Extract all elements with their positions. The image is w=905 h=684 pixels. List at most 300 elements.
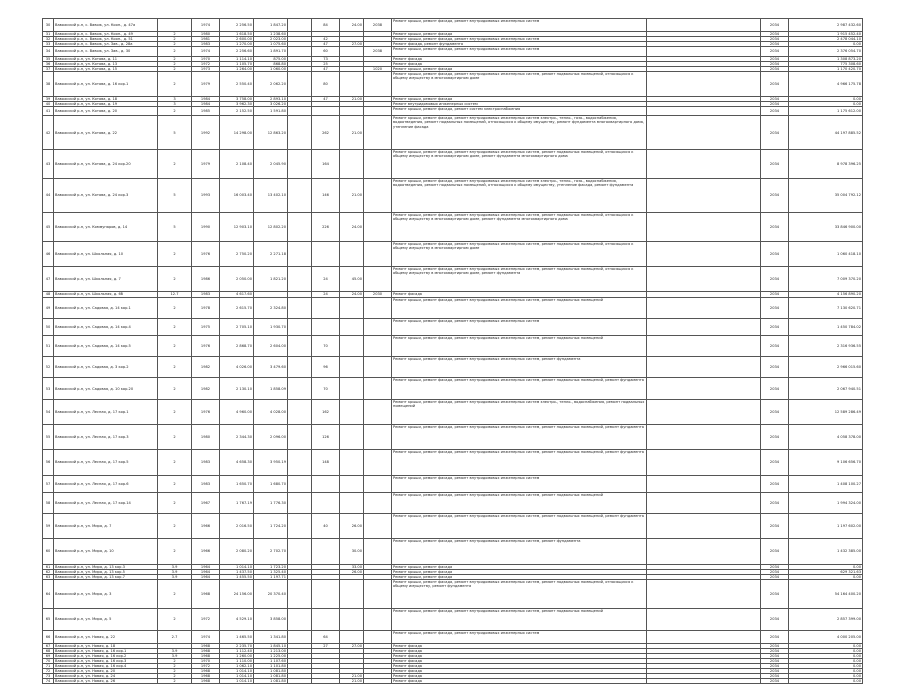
table-row bbox=[43, 357, 863, 378]
cost-cell: 0.00 bbox=[789, 42, 863, 47]
year-limit-cell bbox=[364, 425, 392, 450]
floors-cell: 2 bbox=[158, 107, 192, 116]
living-area-cell: 2 062.20 bbox=[254, 71, 288, 96]
total-area-cell: 4 617.60 bbox=[220, 292, 254, 297]
residents-cell: 162 bbox=[312, 399, 340, 424]
living-area-cell: 2 604.00 bbox=[254, 335, 288, 356]
plan-year-cell: 2034 bbox=[761, 318, 789, 335]
floors-cell: 2 bbox=[158, 669, 192, 674]
plan-year-cell: 2034 bbox=[761, 399, 789, 424]
blank-cell bbox=[647, 539, 761, 564]
floors-cell: 5 bbox=[158, 179, 192, 212]
value-cell bbox=[340, 630, 364, 643]
work-description-cell: Ремонт крыши, ремонт фасада bbox=[392, 97, 647, 102]
work-description-cell: Ремонт крыши, ремонт фасада bbox=[392, 32, 647, 37]
flats-cell bbox=[288, 107, 312, 116]
value-cell bbox=[340, 318, 364, 335]
work-description-cell: Ремонт крыши, ремонт фасада bbox=[392, 564, 647, 569]
floors-cell: 2 bbox=[158, 357, 192, 378]
year-limit-cell bbox=[364, 149, 392, 178]
total-area-cell: 4 026.00 bbox=[220, 357, 254, 378]
floors-cell: 2 bbox=[158, 56, 192, 61]
flats-cell bbox=[288, 179, 312, 212]
residents-cell: 148 bbox=[312, 450, 340, 475]
year-limit-cell bbox=[364, 212, 392, 241]
work-description-cell: Ремонт крыши, ремонт фасада bbox=[392, 574, 647, 579]
floors-cell: 2 bbox=[158, 149, 192, 178]
table-row bbox=[43, 19, 863, 32]
work-description-cell: Ремонт крыши, ремонт фасада, ремонт внутридомовых инженерных систем, ремонт подвальных помещений, ремонт фундамента bbox=[392, 378, 647, 399]
total-area-cell: 2 705.10 bbox=[220, 318, 254, 335]
cost-cell: 1 175 612.00 bbox=[789, 107, 863, 116]
plan-year-cell: 2034 bbox=[761, 630, 789, 643]
table-row bbox=[43, 679, 863, 684]
table-row bbox=[43, 267, 863, 292]
year-limit-cell bbox=[364, 475, 392, 492]
blank-cell bbox=[647, 71, 761, 96]
cost-cell: 0.00 bbox=[789, 664, 863, 669]
value-cell bbox=[340, 149, 364, 178]
row-number: 59 bbox=[43, 514, 54, 539]
living-area-cell: 1 858.09 bbox=[254, 378, 288, 399]
row-number: 69 bbox=[43, 653, 54, 658]
work-description-cell: Ремонт фасада bbox=[392, 664, 647, 669]
work-description-cell: Ремонт фасада bbox=[392, 56, 647, 61]
cost-cell: 2 067 940.51 bbox=[789, 378, 863, 399]
table-row bbox=[43, 579, 863, 608]
address-cell: Вавожский р-н, ул. Котова, д. 18 bbox=[54, 97, 158, 102]
address-cell: Вавожский р-н, ул. Лесная, д. 17 кор.3 bbox=[54, 425, 158, 450]
total-area-cell: 2 615.70 bbox=[220, 297, 254, 318]
total-area-cell: 2 050.00 bbox=[220, 267, 254, 292]
floors-cell: 2 bbox=[158, 61, 192, 66]
value-cell bbox=[340, 335, 364, 356]
work-description-cell: Ремонт крыши, ремонт фасада, ремонт внутридомовых инженерных систем bbox=[392, 318, 647, 335]
year-cell: 1972 bbox=[192, 61, 220, 66]
year-limit-cell bbox=[364, 514, 392, 539]
residents-cell bbox=[312, 539, 340, 564]
residents-cell: 126 bbox=[312, 425, 340, 450]
plan-year-cell: 2034 bbox=[761, 32, 789, 37]
plan-year-cell: 2034 bbox=[761, 107, 789, 116]
year-cell: 1974 bbox=[192, 47, 220, 56]
floors-cell: 2 bbox=[158, 579, 192, 608]
residents-cell: 25 bbox=[312, 61, 340, 66]
total-area-cell: 4 960.00 bbox=[220, 399, 254, 424]
address-cell: Вавожский р-н, ул. Школьная, д. 7 bbox=[54, 267, 158, 292]
table-row bbox=[43, 425, 863, 450]
row-number: 42 bbox=[43, 116, 54, 149]
table-row bbox=[43, 609, 863, 630]
year-cell: 1985 bbox=[192, 107, 220, 116]
total-area-cell: 12 903.10 bbox=[220, 212, 254, 241]
work-description-cell: Ремонт крыши, ремонт фасада, ремонт внутридомовых инженерных систем bbox=[392, 630, 647, 643]
total-area-cell: 2 868.70 bbox=[220, 335, 254, 356]
blank-cell bbox=[647, 357, 761, 378]
living-area-cell: 20 370.40 bbox=[254, 579, 288, 608]
year-cell: 1982 bbox=[192, 357, 220, 378]
total-area-cell: 1 014.10 bbox=[220, 669, 254, 674]
year-limit-cell bbox=[364, 450, 392, 475]
total-area-cell: 3 962.30 bbox=[220, 102, 254, 107]
row-number: 64 bbox=[43, 579, 54, 608]
residents-cell bbox=[312, 492, 340, 513]
year-cell: 1966 bbox=[192, 514, 220, 539]
row-number: 72 bbox=[43, 669, 54, 674]
plan-year-cell: 2034 bbox=[761, 664, 789, 669]
living-area-cell: 12 802.20 bbox=[254, 212, 288, 241]
work-description-cell: Ремонт фасада bbox=[392, 643, 647, 648]
total-area-cell: 14 298.00 bbox=[220, 116, 254, 149]
blank-cell bbox=[647, 297, 761, 318]
cost-cell: 2 316 936.55 bbox=[789, 335, 863, 356]
year-limit-cell bbox=[364, 107, 392, 116]
work-description-cell: Ремонт крыши, ремонт фасада, ремонт внутридомовых инженерных систем, ремонт подвальных помещений, относящихся к общему имуществу в многоквартирном доме, ремонт фундамента bbox=[392, 267, 647, 292]
work-description-cell: Ремонт крыши, ремонт фасада, ремонт внутридомовых инженерных систем электро-, тепло-, газо-, водоснабжения, водоотведения, ремонт подвальных помещений, относящихся к общему имуществу, утепление фасада, ремонт фундамента bbox=[392, 179, 647, 212]
year-cell: 1976 bbox=[192, 335, 220, 356]
residents-cell: 226 bbox=[312, 212, 340, 241]
year-cell: 1983 bbox=[192, 450, 220, 475]
value-cell bbox=[340, 297, 364, 318]
living-area-cell: 1 930.70 bbox=[254, 318, 288, 335]
address-cell: Вавожский р-н, ул. Лесная, д. 17 кор.5 bbox=[54, 450, 158, 475]
row-number: 54 bbox=[43, 399, 54, 424]
residents-cell: 27 bbox=[312, 643, 340, 648]
residents-cell: 262 bbox=[312, 116, 340, 149]
floors-cell: 2.7 bbox=[158, 630, 192, 643]
value-cell: 24.00 bbox=[340, 212, 364, 241]
plan-year-cell: 2034 bbox=[761, 475, 789, 492]
total-area-cell: 1 062.10 bbox=[220, 664, 254, 669]
living-area-cell: 1 845.10 bbox=[254, 643, 288, 648]
year-cell: 1990 bbox=[192, 212, 220, 241]
work-description-cell: Ремонт фасада bbox=[392, 653, 647, 658]
living-area-cell: 2 096.00 bbox=[254, 425, 288, 450]
year-cell: 1968 bbox=[192, 679, 220, 684]
row-number: 35 bbox=[43, 56, 54, 61]
blank-cell bbox=[647, 679, 761, 684]
address-cell: Вавожский р-н, ул. Новая, д. 26 bbox=[54, 679, 158, 684]
flats-cell bbox=[288, 492, 312, 513]
floors-cell: 2 bbox=[158, 399, 192, 424]
residents-cell: 80 bbox=[312, 71, 340, 96]
address-cell: Вавожский р-н, ул. Садовая, д. 10 кор.20 bbox=[54, 378, 158, 399]
residents-cell bbox=[312, 679, 340, 684]
total-area-cell: 1 112.40 bbox=[220, 648, 254, 653]
year-cell: 1976 bbox=[192, 399, 220, 424]
plan-year-cell: 2034 bbox=[761, 425, 789, 450]
plan-year-cell: 2034 bbox=[761, 679, 789, 684]
work-description-cell: Ремонт крыши, ремонт фасада, ремонт внутридомовых инженерных систем, ремонт подвальных помещений, ремонт фундамента bbox=[392, 450, 647, 475]
living-area-cell: 3 026.20 bbox=[254, 102, 288, 107]
address-cell: Вавожский р-н, ул. Коммунаров, д. 14 bbox=[54, 212, 158, 241]
work-description-cell: Ремонт крыши, ремонт фасада, ремонт внутридомовых инженерных систем, ремонт подвальных помещений, относящихся к общему имуществу в многоквартирном доме bbox=[392, 241, 647, 266]
total-area-cell: 2 256.50 bbox=[220, 19, 254, 32]
cost-cell: 0.00 bbox=[789, 102, 863, 107]
flats-cell bbox=[288, 267, 312, 292]
row-number: 40 bbox=[43, 102, 54, 107]
total-area-cell: 1 455.50 bbox=[220, 574, 254, 579]
work-description-cell: Ремонт фасада bbox=[392, 669, 647, 674]
floors-cell: 2 bbox=[158, 450, 192, 475]
plan-year-cell: 2034 bbox=[761, 47, 789, 56]
address-cell: Вавожский р-н, ул. Мира, д. 13 кор.3 bbox=[54, 564, 158, 569]
work-description-cell: Ремонт фасада bbox=[392, 674, 647, 679]
flats-cell bbox=[288, 149, 312, 178]
living-area-cell: 1 213.00 bbox=[254, 648, 288, 653]
cost-cell: 0.00 bbox=[789, 564, 863, 569]
flats-cell bbox=[288, 425, 312, 450]
year-cell: 1966 bbox=[192, 539, 220, 564]
floors-cell: 2 bbox=[158, 37, 192, 42]
work-description-cell: Ремонт крыши, ремонт фасада, ремонт внутридомовых инженерных систем bbox=[392, 47, 647, 56]
row-number: 55 bbox=[43, 425, 54, 450]
plan-year-cell: 2034 bbox=[761, 450, 789, 475]
year-cell: 1975 bbox=[192, 318, 220, 335]
year-cell: 1968 bbox=[192, 674, 220, 679]
row-number: 48 bbox=[43, 292, 54, 297]
blank-cell bbox=[647, 149, 761, 178]
residents-cell bbox=[312, 297, 340, 318]
plan-year-cell: 2034 bbox=[761, 56, 789, 61]
year-limit-cell bbox=[364, 241, 392, 266]
total-area-cell: 2 256.60 bbox=[220, 47, 254, 56]
living-area-cell: 1 680.70 bbox=[254, 475, 288, 492]
value-cell bbox=[340, 71, 364, 96]
value-cell bbox=[340, 425, 364, 450]
floors-cell: 2 bbox=[158, 335, 192, 356]
year-limit-cell bbox=[364, 267, 392, 292]
work-description-cell: Ремонт крыши, ремонт фасада, ремонт внутридомовых инженерных систем, ремонт подвальных помещений bbox=[392, 492, 647, 513]
table-row bbox=[43, 318, 863, 335]
year-cell: 1964 bbox=[192, 574, 220, 579]
address-cell: Вавожский р-н, ул. Котова, д. 22 bbox=[54, 116, 158, 149]
year-cell: 1978 bbox=[192, 297, 220, 318]
total-area-cell: 24 156.00 bbox=[220, 579, 254, 608]
plan-year-cell: 2034 bbox=[761, 66, 789, 71]
cost-cell: 1 994 324.00 bbox=[789, 492, 863, 513]
cost-cell: 0.00 bbox=[789, 574, 863, 579]
living-area-cell: 1 101.80 bbox=[254, 664, 288, 669]
residents-cell bbox=[312, 318, 340, 335]
work-description-cell: Ремонт фасада bbox=[392, 679, 647, 684]
row-number: 38 bbox=[43, 71, 54, 96]
floors-cell: 2 bbox=[158, 492, 192, 513]
cost-cell: 775 308.60 bbox=[789, 61, 863, 66]
year-cell: 1970 bbox=[192, 658, 220, 663]
value-cell: 27.00 bbox=[340, 643, 364, 648]
blank-cell bbox=[647, 630, 761, 643]
year-limit-cell: 2038 bbox=[364, 19, 392, 32]
value-cell: 27.00 bbox=[340, 42, 364, 47]
plan-year-cell: 2034 bbox=[761, 179, 789, 212]
cost-cell: 4 966 175.78 bbox=[789, 71, 863, 96]
row-number: 57 bbox=[43, 475, 54, 492]
total-area-cell: 4 529.10 bbox=[220, 609, 254, 630]
total-area-cell: 3 758.00 bbox=[220, 97, 254, 102]
value-cell: 21.00 bbox=[340, 679, 364, 684]
living-area-cell: 1 197.71 bbox=[254, 574, 288, 579]
floors-cell: 2 bbox=[158, 241, 192, 266]
row-number: 34 bbox=[43, 47, 54, 56]
row-number: 53 bbox=[43, 378, 54, 399]
plan-year-cell: 2034 bbox=[761, 579, 789, 608]
address-cell: Вавожский р-н, ул. Котова, д. 24 кор.3 bbox=[54, 179, 158, 212]
spreadsheet-page bbox=[42, 18, 862, 684]
total-area-cell: 1 618.50 bbox=[220, 32, 254, 37]
work-description-cell: Ремонт крыши, ремонт фасада, ремонт внутридомовых инженерных систем, ремонт подвальных помещений bbox=[392, 609, 647, 630]
value-cell: 21.00 bbox=[340, 674, 364, 679]
flats-cell bbox=[288, 450, 312, 475]
row-number: 67 bbox=[43, 643, 54, 648]
value-cell: 21.00 bbox=[340, 179, 364, 212]
cost-cell: 2 376 054.70 bbox=[789, 47, 863, 56]
flats-cell bbox=[288, 579, 312, 608]
table-row bbox=[43, 47, 863, 56]
flats-cell bbox=[288, 297, 312, 318]
table-row bbox=[43, 297, 863, 318]
year-limit-cell bbox=[364, 71, 392, 96]
plan-year-cell: 2034 bbox=[761, 648, 789, 653]
total-area-cell: 2 152.50 bbox=[220, 107, 254, 116]
living-area-cell: 4 028.00 bbox=[254, 399, 288, 424]
residents-cell bbox=[312, 475, 340, 492]
address-cell: Вавожский р-н, ул. Новая, д. 16 кор.3 bbox=[54, 658, 158, 663]
row-number: 65 bbox=[43, 609, 54, 630]
residents-cell bbox=[312, 107, 340, 116]
blank-cell bbox=[647, 335, 761, 356]
work-description-cell: Ремонт крыши, ремонт фасада, ремонт внутридомовых инженерных систем, ремонт фундамента bbox=[392, 357, 647, 378]
living-area-cell: 1 081.80 bbox=[254, 674, 288, 679]
work-description-cell: Ремонт фасада bbox=[392, 658, 647, 663]
total-area-cell: 2 130.10 bbox=[220, 378, 254, 399]
living-area-cell: 1 847.20 bbox=[254, 19, 288, 32]
floors-cell: 2 bbox=[158, 425, 192, 450]
cost-cell: 44 197 885.52 bbox=[789, 116, 863, 149]
living-area-cell: 3 858.00 bbox=[254, 609, 288, 630]
year-cell: 1972 bbox=[192, 609, 220, 630]
year-cell: 1968 bbox=[192, 653, 220, 658]
year-cell: 1983 bbox=[192, 42, 220, 47]
row-number: 74 bbox=[43, 679, 54, 684]
living-area-cell: 1 225.00 bbox=[254, 653, 288, 658]
repair-schedule-table bbox=[42, 18, 863, 684]
table-body bbox=[43, 19, 863, 684]
residents-cell bbox=[312, 241, 340, 266]
row-number: 32 bbox=[43, 37, 54, 42]
year-cell: 1976 bbox=[192, 241, 220, 266]
value-cell bbox=[340, 492, 364, 513]
address-cell: Вавожский р-н, ул. Мира, д. 10 bbox=[54, 539, 158, 564]
address-cell: Вавожский р-н, ул. Садовая, д. 14 кор.4 bbox=[54, 318, 158, 335]
year-cell: 1967 bbox=[192, 492, 220, 513]
table-row bbox=[43, 475, 863, 492]
plan-year-cell: 2034 bbox=[761, 97, 789, 102]
plan-year-cell: 2034 bbox=[761, 335, 789, 356]
plan-year-cell: 2034 bbox=[761, 378, 789, 399]
year-cell: 1986 bbox=[192, 267, 220, 292]
living-area-cell: 1 821.20 bbox=[254, 267, 288, 292]
plan-year-cell: 2034 bbox=[761, 669, 789, 674]
row-number: 30 bbox=[43, 19, 54, 32]
work-description-cell: Ремонт крыши, ремонт фасада, ремонт внутридомовых инженерных систем bbox=[392, 475, 647, 492]
work-description-cell: Ремонт крыши, ремонт фасада, ремонт внутридомовых инженерных систем, ремонт подвальных помещений, ремонт фундамента bbox=[392, 425, 647, 450]
value-cell: 30.00 bbox=[340, 539, 364, 564]
floors-cell: 2 bbox=[158, 42, 192, 47]
blank-cell bbox=[647, 116, 761, 149]
cost-cell: 1 432 385.00 bbox=[789, 539, 863, 564]
blank-cell bbox=[647, 475, 761, 492]
value-cell bbox=[340, 579, 364, 608]
address-cell: Вавожский р-н, ул. Мира, д. 13 кор.5 bbox=[54, 569, 158, 574]
year-cell: 1974 bbox=[192, 630, 220, 643]
value-cell: 45.00 bbox=[340, 267, 364, 292]
table-row bbox=[43, 399, 863, 424]
living-area-cell: 1 081.80 bbox=[254, 669, 288, 674]
living-area-cell: 12 863.20 bbox=[254, 116, 288, 149]
address-cell: Вавожский р-н, ул. Котова, д. 19 bbox=[54, 102, 158, 107]
plan-year-cell: 2034 bbox=[761, 102, 789, 107]
residents-cell: 42 bbox=[312, 37, 340, 42]
value-cell bbox=[340, 450, 364, 475]
year-cell: 1972 bbox=[192, 664, 220, 669]
table-row bbox=[43, 539, 863, 564]
work-description-cell: Ремонт крыши, ремонт фасада, ремонт внутридомовых инженерных систем, ремонт фундамента bbox=[392, 539, 647, 564]
year-cell: 1964 bbox=[192, 569, 220, 574]
blank-cell bbox=[647, 107, 761, 116]
cost-cell: 0.00 bbox=[789, 648, 863, 653]
year-cell: 1968 bbox=[192, 669, 220, 674]
value-cell: 21.00 bbox=[340, 97, 364, 102]
address-cell: Вавожский р-н, ул. Котова, д. 24 кор.20 bbox=[54, 149, 158, 178]
total-area-cell: 1 260.00 bbox=[220, 653, 254, 658]
blank-cell bbox=[647, 179, 761, 212]
row-number: 61 bbox=[43, 564, 54, 569]
floors-cell: 2 bbox=[158, 71, 192, 96]
year-limit-cell bbox=[364, 579, 392, 608]
year-cell: 1979 bbox=[192, 71, 220, 96]
blank-cell bbox=[647, 514, 761, 539]
floors-cell: 3.9 bbox=[158, 648, 192, 653]
year-cell: 1968 bbox=[192, 579, 220, 608]
flats-cell bbox=[288, 335, 312, 356]
blank-cell bbox=[647, 212, 761, 241]
address-cell: Вавожский р-н, с. Вавож, ул. Кооп., д. 49 bbox=[54, 32, 158, 37]
living-area-cell: 1 325.40 bbox=[254, 569, 288, 574]
total-area-cell: 1 650.70 bbox=[220, 475, 254, 492]
work-description-cell: Ремонт фасада bbox=[392, 648, 647, 653]
year-limit-cell bbox=[364, 179, 392, 212]
year-cell: 1970 bbox=[192, 56, 220, 61]
table-row bbox=[43, 241, 863, 266]
cost-cell: 33 846 900.00 bbox=[789, 212, 863, 241]
living-area-cell: 1 081.80 bbox=[254, 679, 288, 684]
flats-cell bbox=[288, 630, 312, 643]
plan-year-cell: 2034 bbox=[761, 492, 789, 513]
living-area-cell: 875.00 bbox=[254, 56, 288, 61]
cost-cell: 0.00 bbox=[789, 97, 863, 102]
residents-cell: 24 bbox=[312, 267, 340, 292]
work-description-cell: Ремонт крыши, ремонт фасада, ремонт внутридомовых инженерных систем bbox=[392, 19, 647, 32]
floors-cell bbox=[158, 19, 192, 32]
total-area-cell: 1 105.70 bbox=[220, 61, 254, 66]
flats-cell bbox=[288, 19, 312, 32]
row-number: 60 bbox=[43, 539, 54, 564]
total-area-cell: 2 108.40 bbox=[220, 149, 254, 178]
total-area-cell: 2 344.30 bbox=[220, 425, 254, 450]
cost-cell: 2 857 399.00 bbox=[789, 609, 863, 630]
value-cell bbox=[340, 357, 364, 378]
